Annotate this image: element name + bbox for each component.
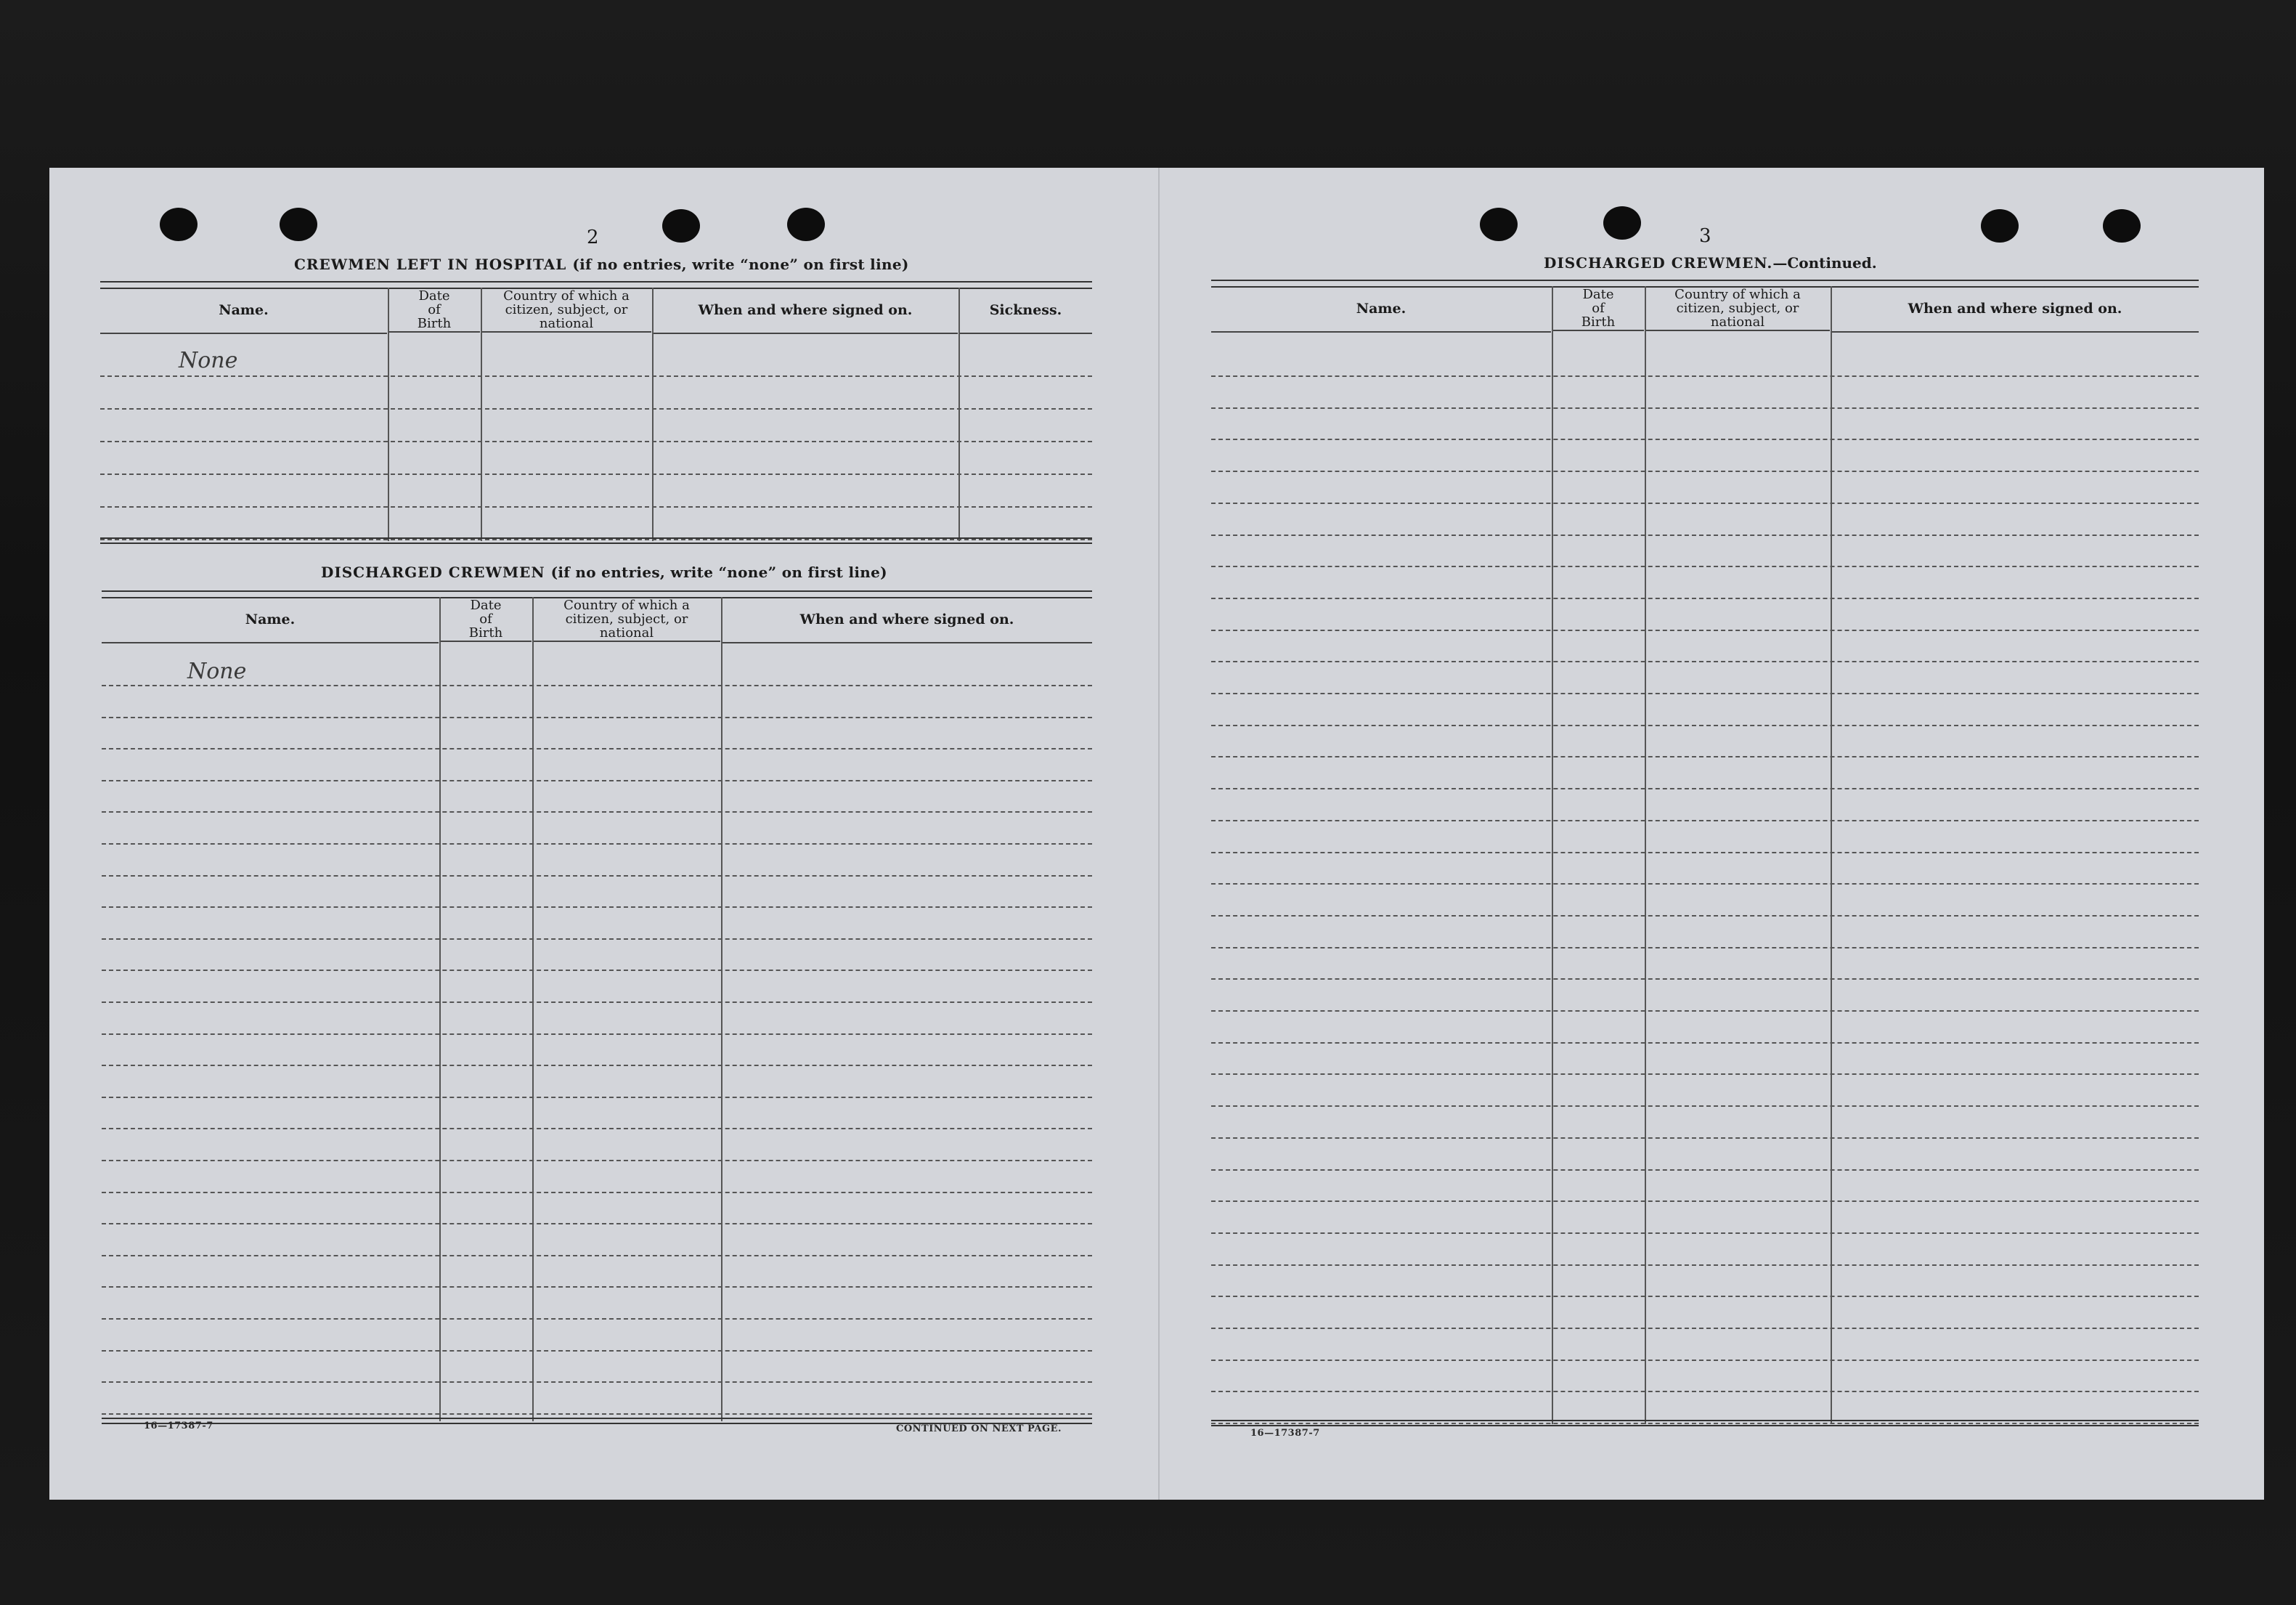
table-row — [1211, 787, 2199, 789]
table-row — [102, 1190, 1092, 1193]
discharged-title-note: (if no entries, write “none” on first line) — [550, 564, 887, 581]
column-divider — [958, 288, 960, 541]
header-date-of-birth: Date of Birth — [440, 597, 532, 642]
column-divider — [1645, 286, 1646, 1424]
table-row — [102, 683, 1092, 686]
punch-hole — [1603, 206, 1641, 240]
table-row — [1211, 628, 2199, 631]
table-row — [1211, 1072, 2199, 1075]
hospital-title-note: (if no entries, write “none” on first line) — [572, 256, 909, 273]
table-row — [1211, 723, 2199, 726]
table-row — [102, 1158, 1092, 1161]
column-divider — [439, 597, 441, 1421]
hospital-title-text: CREWMEN LEFT IN HOSPITAL — [294, 256, 567, 273]
continued-section-title — [1544, 254, 1877, 272]
table-row — [102, 1349, 1092, 1352]
table-row — [102, 1095, 1092, 1098]
header-when-where-signed-on: When and where signed on. — [1831, 286, 2199, 333]
table-row — [1211, 374, 2199, 377]
punch-hole — [280, 208, 317, 241]
right-form-number: 16—17387-7 — [1250, 1428, 1320, 1439]
continued-title-suffix: —Continued. — [1772, 254, 1877, 272]
header-date-of-birth: Date of Birth — [1552, 286, 1644, 331]
discharged-section-title — [321, 564, 887, 581]
table-row — [102, 968, 1092, 971]
table-row — [1211, 501, 2199, 504]
table-row — [1211, 1168, 2199, 1171]
table-row — [102, 1380, 1092, 1383]
table-row — [1211, 1231, 2199, 1234]
table-row — [1211, 1136, 2199, 1139]
table-row — [1211, 946, 2199, 948]
discharged-first-entry: None — [187, 659, 247, 684]
table-row — [102, 1317, 1092, 1320]
hospital-table — [100, 281, 1092, 541]
header-country: Country of which a citizen, subject, or national — [533, 597, 720, 642]
column-divider — [652, 288, 654, 541]
table-row — [102, 842, 1092, 845]
table-row — [1211, 882, 2199, 885]
table-row — [100, 505, 1092, 508]
table-row — [1211, 596, 2199, 599]
punch-hole — [1480, 208, 1518, 241]
table-row — [1211, 850, 2199, 853]
hospital-section-title — [294, 256, 909, 273]
table-row — [102, 937, 1092, 940]
table-row — [1211, 1104, 2199, 1107]
continued-title-text: DISCHARGED CREWMEN. — [1544, 254, 1773, 272]
header-name: Name. — [1211, 286, 1551, 333]
table-row — [100, 439, 1092, 442]
table-row — [102, 779, 1092, 781]
discharged-title-text: DISCHARGED CREWMEN — [321, 564, 545, 581]
table-row — [1211, 1389, 2199, 1392]
table-row — [1211, 755, 2199, 757]
table-row — [100, 472, 1092, 475]
table-row — [1211, 564, 2199, 567]
punch-hole — [787, 208, 825, 241]
punch-hole — [160, 208, 198, 241]
table-row — [102, 1032, 1092, 1035]
table-row — [100, 407, 1092, 410]
table-row — [102, 1222, 1092, 1224]
table-row — [1211, 1326, 2199, 1329]
header-name: Name. — [102, 597, 439, 643]
column-divider — [388, 288, 389, 541]
header-country: Country of which a citizen, subject, or national — [1645, 286, 1830, 331]
punch-hole — [2103, 209, 2141, 243]
table-row — [102, 1253, 1092, 1256]
right-page-number: 3 — [1699, 225, 1711, 247]
table-row — [1211, 1199, 2199, 1202]
table-row — [1211, 1294, 2199, 1297]
column-divider — [1831, 286, 1832, 1424]
page-gutter — [1158, 168, 1160, 1500]
continued-notice: CONTINUED ON NEXT PAGE. — [896, 1423, 1062, 1434]
table-row — [102, 1412, 1092, 1415]
column-divider — [481, 288, 482, 541]
table-row — [1211, 469, 2199, 472]
table-row — [100, 374, 1092, 377]
table-row — [102, 1063, 1092, 1066]
table-row — [1211, 1263, 2199, 1266]
table-row — [1211, 659, 2199, 662]
header-when-where-signed-on: When and where signed on. — [653, 288, 958, 334]
header-name: Name. — [100, 288, 387, 334]
table-row — [1211, 914, 2199, 917]
table-row — [1211, 1421, 2199, 1424]
table-row — [1211, 437, 2199, 440]
table-row — [1211, 1041, 2199, 1044]
table-row — [1211, 1358, 2199, 1361]
table-row — [1211, 977, 2199, 980]
header-country: Country of which a citizen, subject, or national — [481, 288, 651, 333]
column-divider — [1552, 286, 1553, 1424]
table-row — [102, 905, 1092, 908]
discharged-table — [102, 590, 1092, 1421]
table-row — [102, 747, 1092, 749]
table-row — [102, 1000, 1092, 1003]
header-sickness: Sickness. — [959, 288, 1092, 334]
table-row — [102, 1126, 1092, 1129]
table-row — [102, 810, 1092, 813]
column-divider — [532, 597, 534, 1421]
header-date-of-birth: Date of Birth — [388, 288, 480, 333]
left-page-number: 2 — [587, 227, 599, 248]
table-row — [1211, 406, 2199, 409]
table-row — [102, 874, 1092, 877]
hospital-first-entry: None — [179, 348, 238, 373]
punch-hole — [1981, 209, 2019, 243]
table-row — [102, 715, 1092, 718]
punch-hole — [662, 209, 700, 243]
left-form-number: 16—17387-7 — [144, 1421, 213, 1431]
discharged-continued-table — [1211, 280, 2199, 1424]
table-row — [1211, 1009, 2199, 1012]
table-row — [1211, 818, 2199, 821]
column-divider — [721, 597, 722, 1421]
table-row — [102, 1285, 1092, 1288]
table-row — [100, 537, 1092, 540]
header-when-where-signed-on: When and where signed on. — [722, 597, 1092, 643]
table-row — [1211, 691, 2199, 694]
table-row — [1211, 533, 2199, 536]
